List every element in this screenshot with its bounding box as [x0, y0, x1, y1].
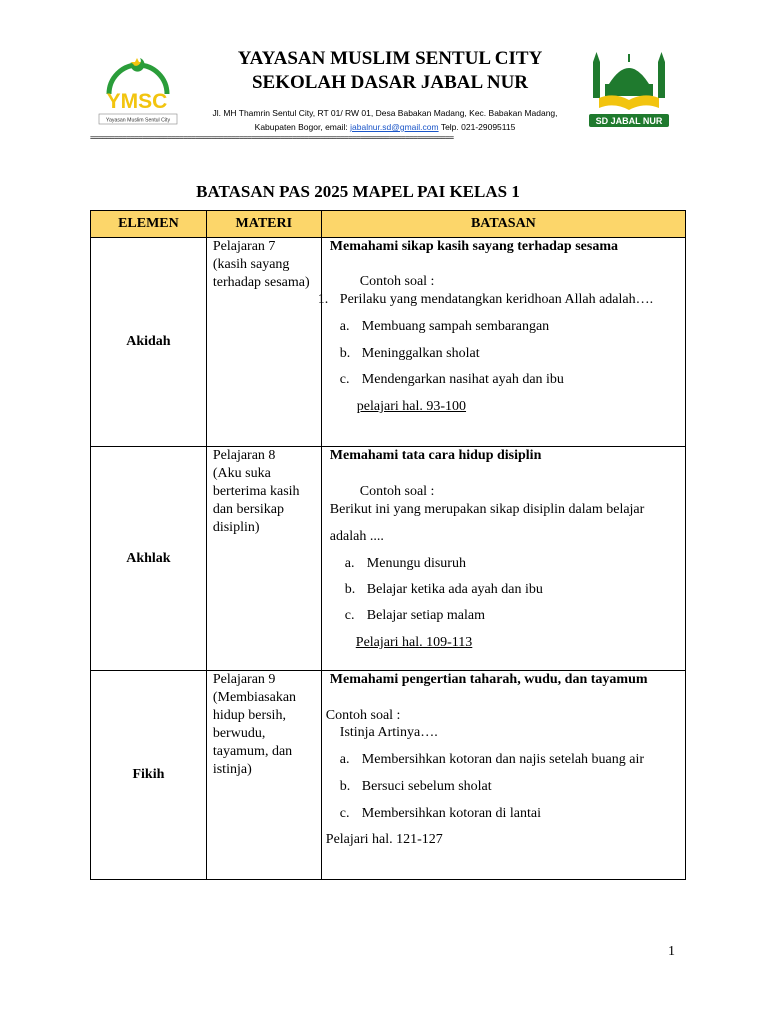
page-number: 1 [668, 944, 675, 959]
option-letter: a. [344, 556, 355, 571]
page-reference: Pelajari hal. 109-113 [355, 635, 473, 650]
page-reference: pelajari hal. 93-100 [356, 399, 467, 414]
option-letter: c. [339, 372, 350, 387]
ymsc-logo-subtitle: Yayasan Muslim Sentul City [105, 117, 171, 124]
document-title: BATASAN PAS 2025 MAPEL PAI KELAS 1 [196, 182, 520, 201]
contoh-label: Contoh soal : [325, 708, 401, 723]
option-letter: b. [339, 779, 351, 794]
question-text: Istinja Artinya…. [339, 725, 438, 740]
header-batasan: BATASAN [321, 211, 685, 238]
contoh-label: Contoh soal : [359, 484, 435, 499]
elemen-cell: Akidah [91, 238, 207, 447]
question-number: 1. [317, 292, 329, 307]
header-elemen: ELEMEN [91, 211, 207, 238]
option-text: Belajar ketika ada ayah dan ibu [366, 582, 543, 597]
table-header-row [91, 211, 686, 238]
option-text: Mendengarkan nasihat ayah dan ibu [361, 372, 564, 387]
sd-jabal-nur-logo [585, 48, 673, 130]
option-letter: b. [344, 582, 356, 597]
table-row-fikih [91, 671, 686, 880]
batasan-cell [317, 238, 685, 447]
question-text-cont: adalah .... [329, 529, 384, 544]
option-text: Membuang sampah sembarangan [361, 319, 550, 334]
materi-cell [206, 671, 321, 880]
batasan-heading: Memahami sikap kasih sayang terhadap sesama [329, 239, 618, 254]
option-letter: b. [339, 346, 351, 361]
contoh-label: Contoh soal : [359, 274, 435, 289]
option-text: Membersihkan kotoran di lantai [361, 806, 542, 821]
address-block [185, 106, 585, 134]
materi-cell [206, 238, 321, 447]
batasan-cell [321, 447, 685, 671]
header-materi: MATERI [206, 211, 321, 238]
option-letter: a. [339, 319, 350, 334]
materi-text: Pelajaran 7 (kasih sayang terhadap sesama) [212, 239, 310, 290]
option-letter: c. [344, 608, 355, 623]
contact-line [185, 120, 585, 134]
question-text: Perilaku yang mendatangkan keridhoan Allah adalah…. [339, 292, 654, 307]
ymsc-logo-text: YMSC [106, 90, 168, 113]
materi-cell [206, 447, 321, 671]
elemen-cell: Fikih [91, 671, 207, 880]
phone-text: Telp. 021-29095115 [438, 122, 516, 132]
sd-logo-text: SD JABAL NUR [595, 116, 663, 126]
option-text: Membersihkan kotoran dan najis setelah buang air [361, 752, 645, 767]
ymsc-logo [95, 50, 180, 130]
option-text: Meninggalkan sholat [361, 346, 480, 361]
option-text: Bersuci sebelum sholat [361, 779, 492, 794]
option-text: Menungu disuruh [366, 556, 466, 571]
batasan-heading: Memahami pengertian taharah, wudu, dan tayamum [329, 672, 648, 687]
school-name: SEKOLAH DASAR JABAL NUR [251, 72, 529, 93]
materi-text: Pelajaran 9 (Membiasakan hidup bersih, berwudu, tayamum, dan istinja) [212, 672, 297, 777]
option-text: Belajar setiap malam [366, 608, 485, 623]
materi-text: Pelajaran 8 (Aku suka berterima kasih dan bersikap disiplin) [212, 448, 300, 535]
page-reference: Pelajari hal. 121-127 [325, 832, 443, 847]
question-text: Berikut ini yang merupakan sikap disiplin dalam belajar [329, 502, 645, 517]
header-separator: ========================================================================================== [90, 133, 454, 142]
option-letter: a. [339, 752, 350, 767]
elemen-cell: Akhlak [91, 447, 207, 671]
batasan-table [90, 210, 686, 880]
batasan-cell [321, 671, 685, 880]
address-line: Jl. MH Thamrin Sentul City, RT 01/ RW 01, Desa Babakan Madang, Kec. Babakan Madang, [212, 108, 558, 118]
address-prefix: Kabupaten Bogor, email: [254, 122, 351, 132]
org-name: YAYASAN MUSLIM SENTUL CITY [237, 48, 543, 69]
email-link[interactable]: jabalnur.sd@gmail.com [350, 122, 439, 132]
batasan-heading: Memahami tata cara hidup disiplin [329, 448, 542, 463]
table-row-akhlak [91, 447, 686, 671]
table-row-akidah [91, 238, 686, 447]
option-letter: c. [339, 806, 350, 821]
